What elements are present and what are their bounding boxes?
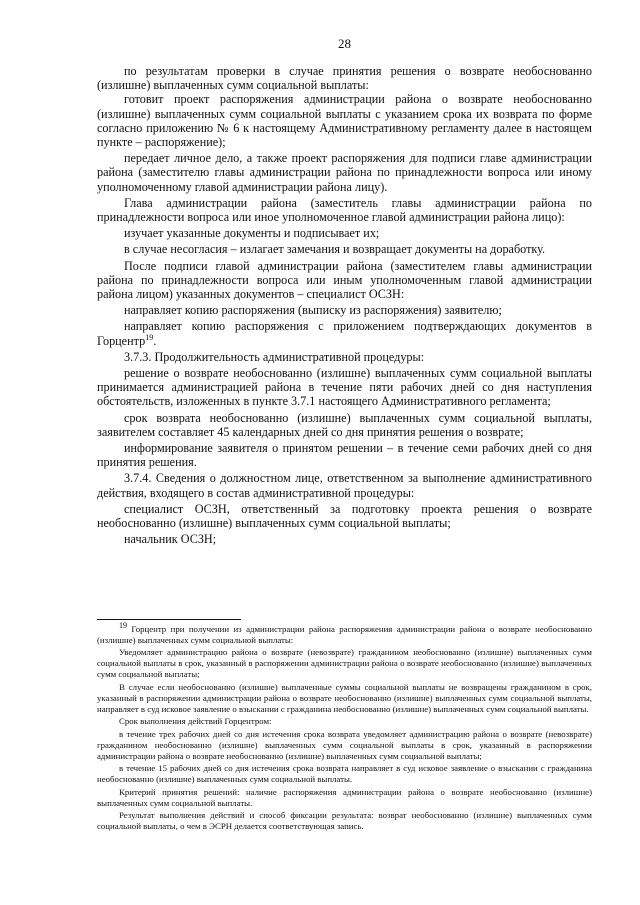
paragraph: начальник ОСЗН; bbox=[124, 532, 217, 547]
body-text bbox=[97, 64, 592, 547]
footnote-item: Результат выполнения действий и способ фиксации результата: возврат необоснованно (излишне) выплаченных сумм социальной выплаты, о чем в ЭСРН делается соответствующая запись. bbox=[97, 810, 592, 831]
paragraph: После подписи главой администрации района (заместителем главы администрации района по принадлежности вопроса или иным уполномоченным главой администрации района лицом) указанных документов – специалист ОСЗН: bbox=[97, 258, 592, 302]
footnote-item: Критерий принятия решений: наличие распоряжения администрации района о возврате необоснованно (излишне) выплаченных сумм социальной выплаты. bbox=[97, 786, 592, 808]
footnote-item: В случае если необоснованно (излишне) выплаченные суммы социальной выплаты не возвращены гражданином в срок, указанный в распоряжении администрации района о возврате необоснованно (излишне) выплаченных сумм социальной выплаты, направляет в суд исковое заявление о взыскании с гражданина необоснованно (излишне) выплаченных сумм социальной выплаты. bbox=[97, 681, 592, 714]
paragraph: в случае несогласия – излагает замечания и возвращает документы на доработку. bbox=[124, 242, 546, 257]
paragraph: информирование заявителя о принятом решении – в течение семи рабочих дней со дня принятия решения. bbox=[97, 441, 592, 470]
paragraph: готовит проект распоряжения администрации района о возврате необоснованно (излишне) выплаченных сумм социальной выплаты с указанием срока их возврата по форме согласно приложению № 6 к настоящему Административному регламенту далее в настоящем пункте – распоряжение); bbox=[97, 92, 592, 150]
paragraph-text: направляет копию распоряжения с приложением подтверждающих документов в Горцентр bbox=[97, 319, 592, 348]
footnote-item: в течение 15 рабочих дней со дня истечения срока возврата направляет в суд исковое заявление о взыскании с гражданина необоснованно (излишне) выплаченных сумм социальной выплаты. bbox=[97, 763, 592, 784]
footnote-divider bbox=[97, 619, 241, 620]
paragraph: решение о возврате необоснованно (излишне) выплаченных сумм социальной выплаты принимается администрацией района в течение пяти рабочих дней со дня наступления обстоятельств, изложенных в пункте 3.7.1 настоящего Административного регламента; bbox=[97, 366, 592, 409]
footnote-reference[interactable]: 19 bbox=[145, 332, 154, 342]
footnote-item: в течение трех рабочих дней со дня истечения срока возврата уведомляет администрацию района о возврате (невозврате) гражданином необоснованно (излишне) выплаченных сумм социальной выплаты в срок, указанный в распоряжении администрации района о возврате необоснованно (излишне) выплаченных сумм социальной выплаты; bbox=[97, 728, 592, 761]
page-number: 28 bbox=[338, 36, 351, 51]
paragraph: 3.7.3. Продолжительность административной процедуры: bbox=[124, 349, 425, 364]
paragraph-with-footnote bbox=[97, 319, 592, 347]
footnote-marker: 19 bbox=[119, 620, 127, 630]
paragraph: срок возврата необоснованно (излишне) выплаченных сумм социальной выплаты, заявителем составляет 45 календарных дней со дня принятия решения о возврате; bbox=[97, 410, 592, 439]
paragraph: специалист ОСЗН, ответственный за подготовку проекта решения о возврате необоснованно (излишне) выплаченных сумм социальной выплаты; bbox=[97, 501, 592, 531]
paragraph: Глава администрации района (заместитель главы администрации района по принадлежности вопроса или иное уполномоченное главой администрации района лицо): bbox=[97, 195, 592, 225]
paragraph: передает личное дело, а также проект распоряжения для подписи главе администрации района (заместителю главы администрации района по принадлежности вопроса или иному уполномоченному главой администрации района лицу). bbox=[97, 151, 592, 194]
footnote-item: Уведомляет администрацию района о возврате (невозврате) гражданином необоснованно (излишне) выплаченных сумм социальной выплаты в срок, указанный в распоряжении администрации района о возврате необоснованно (излишне) выплаченных сумм социальной выплаты; bbox=[97, 647, 592, 679]
footnote-item: Срок выполнения действий Горцентром: bbox=[119, 716, 272, 726]
paragraph: по результатам проверки в случае принятия решения о возврате необоснованно (излишне) выплаченных сумм социальной выплаты: bbox=[97, 64, 592, 93]
footnote-text: Горцентр при получении из администрации района распоряжения администрации района о возврате необоснованно (излишне) выплаченных сумм социальной выплаты: bbox=[97, 623, 593, 645]
paragraph-period: . bbox=[153, 333, 157, 348]
paragraph: направляет копию распоряжения (выписку из распоряжения) заявителю; bbox=[124, 303, 502, 318]
paragraph: изучает указанные документы и подписывает их; bbox=[124, 226, 380, 241]
paragraph: 3.7.4. Сведения о должностном лице, ответственном за выполнение административного действия, входящего в состав административной процедуры: bbox=[97, 471, 592, 500]
footnote-item bbox=[97, 620, 593, 646]
footnotes bbox=[97, 620, 593, 833]
